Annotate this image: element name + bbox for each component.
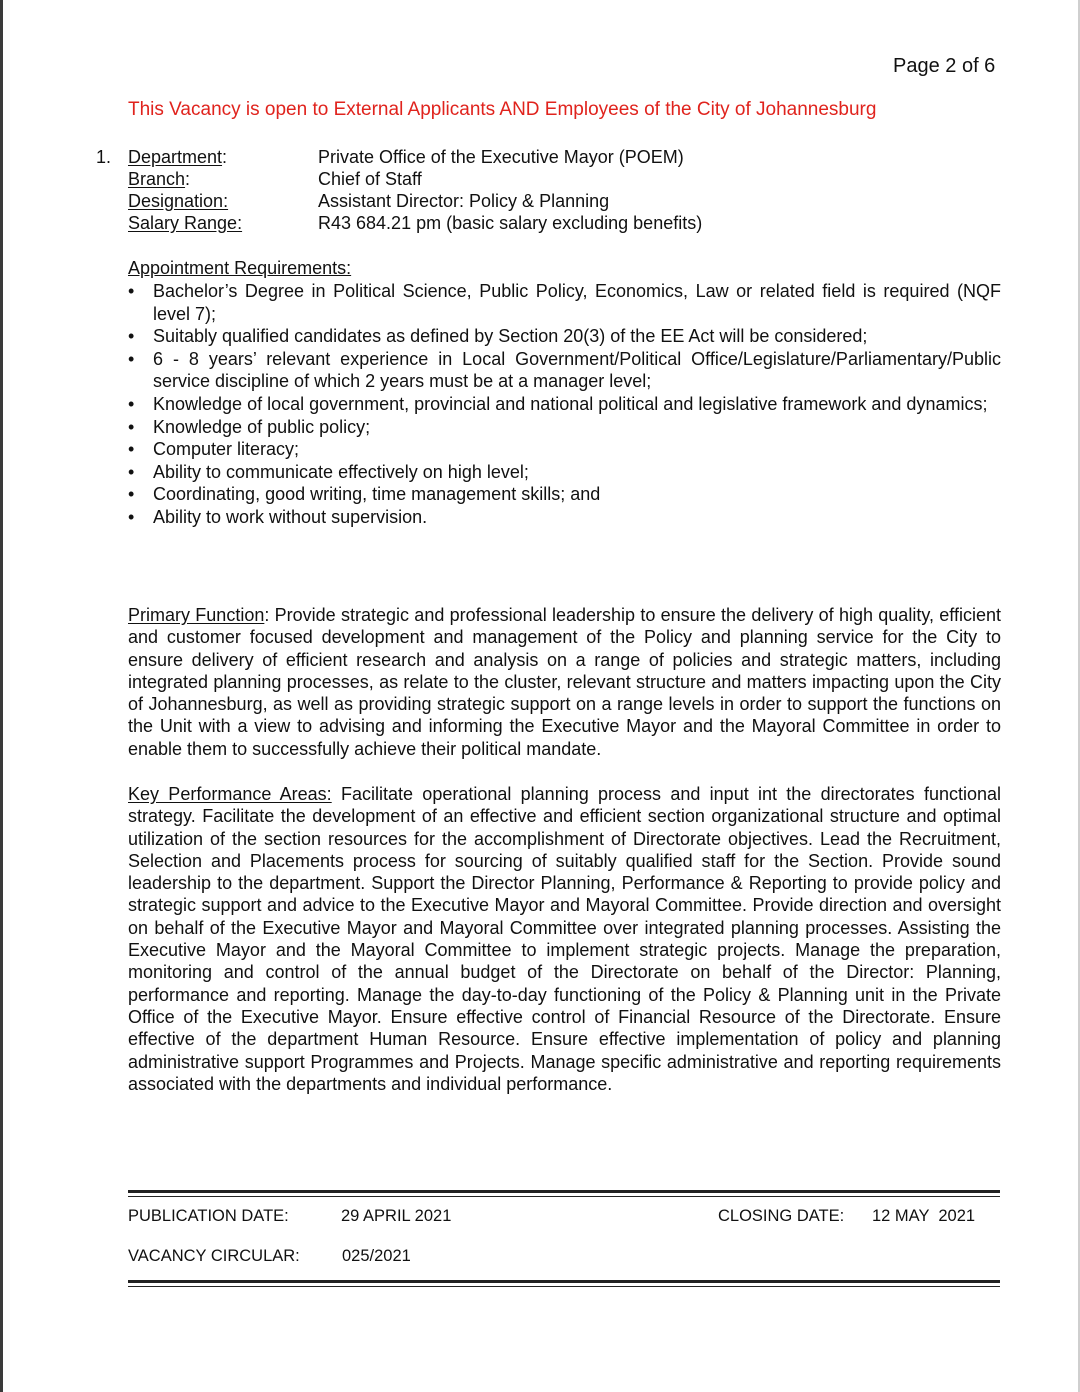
- list-item: • Ability to communicate effectively on high level;: [128, 461, 1001, 484]
- list-item: • Knowledge of public policy;: [128, 416, 1001, 439]
- field-designation: [128, 190, 609, 212]
- key-performance-text: Facilitate operational planning process and input int the directorates functional strategy. Facilitate the development of an effective and efficient section organizational structure and optimal utilization of the section resources for the accomplishment of Directorate objectives. Lead the Recruitment, Selection and Placements process for sourcing of suitably qualified staff for the Section. Provide sound leadership to the department. Support the Director Planning, Performance & Reporting to provide policy and strategic support and advice to the Executive Mayor and Mayoral Committee. Provide direction and oversight on behalf of the Executive Mayor and Mayoral Committee over integrated planning processes. Assisting the Executive Mayor and the Mayoral Committee to implement strategic projects. Manage the preparation, monitoring and control of the annual budget of the Directorate on behalf of the Director: Planning, performance and reporting. Manage the day-to-day functioning of the Policy & Planning unit in the Private Office of the Executive Mayor. Ensure effective control of Financial Resource of the Directorate. Ensure effective of the department Human Resource. Ensure effective implementation of policy and planning administrative support Programmes and Projects. Manage specific administrative and reporting requirements associated with the departments and individual performance.: [128, 784, 1002, 1094]
- vacancy-circular-value: 025/2021: [342, 1247, 411, 1265]
- field-value: R43 684.21 pm (basic salary excluding benefits): [318, 213, 703, 233]
- list-item: • Ability to work without supervision.: [128, 506, 1001, 529]
- footer-bottom-rule: [128, 1280, 1000, 1287]
- list-item: • Knowledge of local government, provincial and national political and legislative framework and dynamics;: [128, 393, 1001, 416]
- list-item: • Suitably qualified candidates as defined by Section 20(3) of the EE Act will be considered;: [128, 325, 1001, 348]
- closing-date-label: CLOSING DATE:: [718, 1207, 845, 1225]
- position-number: 1.: [96, 147, 112, 167]
- list-item: • 6 - 8 years’ relevant experience in Local Government/Political Office/Legislature/Parliamentary/Public service discipline of which 2 years must be at a manager level;: [128, 348, 1001, 393]
- field-value: Chief of Staff: [318, 169, 422, 189]
- primary-function-label: Primary Function: [128, 605, 265, 625]
- field-value: Private Office of the Executive Mayor (POEM): [318, 147, 684, 167]
- key-performance-paragraph: [128, 783, 1001, 1095]
- vacancy-circular-label: VACANCY CIRCULAR:: [128, 1247, 300, 1265]
- page-number: Page 2 of 6: [893, 55, 996, 77]
- list-item: • Bachelor’s Degree in Political Science, Public Policy, Economics, Law or related field is required (NQF level 7);: [128, 280, 1001, 325]
- page-left-edge: [0, 0, 3, 1392]
- field-label: Branch: [128, 169, 186, 189]
- field-label: Designation:: [128, 191, 229, 211]
- field-branch: Branch: Chief of Staff: [128, 169, 422, 189]
- field-label: Salary Range:: [128, 213, 243, 233]
- primary-function-paragraph: [128, 604, 1001, 760]
- publication-date-value: 29 APRIL 2021: [341, 1207, 452, 1225]
- publication-date-label: PUBLICATION DATE:: [128, 1207, 289, 1225]
- field-department: Department: Private Office of the Executive Mayor (POEM): [128, 147, 684, 167]
- requirements-list: [128, 280, 1001, 529]
- closing-date-value: 12 MAY 2021: [872, 1207, 976, 1225]
- primary-function-text: : Provide strategic and professional leadership to ensure the delivery of high quality, efficient and customer focused development and management of the Policy and planning service for the City to ensure delivery of efficient research and analysis on a range of policies and strategic matters, including integrated planning processes, as relate to the cluster, relevant structure and matters impacting upon the City of Johannesburg, as well as providing strategic support on a range levels in order to support the functions on the Unit with a view to advising and informing the Executive Mayor and the Mayoral Committee in order to enable them to successfully achieve their political mandate.: [128, 605, 1001, 759]
- vacancy-notice: This Vacancy is open to External Applicants AND Employees of the City of Johannesburg: [128, 99, 877, 120]
- list-item: • Coordinating, good writing, time management skills; and: [128, 483, 1001, 506]
- key-performance-label: Key Performance Areas:: [128, 784, 332, 804]
- field-salary-range: [128, 212, 702, 234]
- requirements-heading: Appointment Requirements:: [128, 258, 352, 278]
- field-value: Assistant Director: Policy & Planning: [318, 191, 610, 211]
- footer-top-rule: [128, 1190, 1000, 1197]
- list-item: • Computer literacy;: [128, 438, 1001, 461]
- field-label: Department: [128, 147, 223, 167]
